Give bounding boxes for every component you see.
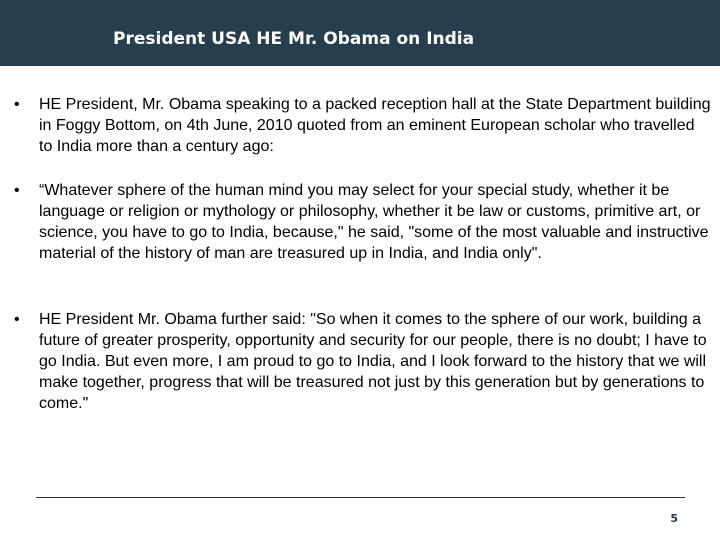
bullet-text: HE President, Mr. Obama speaking to a packed reception hall at the State Department building in Foggy Bottom, on 4th June, 2010 quoted from an eminent European scholar who travelled to India more than a century ago:: [39, 96, 711, 155]
footer-divider: [36, 497, 685, 498]
title-bar: [0, 0, 720, 66]
bullet-marker: •: [14, 182, 20, 199]
bullet-marker: •: [14, 96, 20, 113]
bullet-marker: •: [14, 311, 20, 328]
bullet-text: HE President Mr. Obama further said: "So when it comes to the sphere of our work, building a future of greater prosperity, opportunity and security for our people, there is no doubt; I have to go India. But even more, I am proud to go to India, and I look forward to the history that we will make together, progress that will be treasured not just by this generation but by generations to come.": [39, 311, 707, 412]
page-number: 5: [670, 512, 678, 525]
slide-title: President USA HE Mr. Obama on India: [113, 29, 475, 49]
bullet-text: “Whatever sphere of the human mind you may select for your special study, whether it be language or religion or mythology or philosophy, whether it be law or customs, primitive art, or science, you have to go to India, because," he said, "some of the most valuable and instructive material of the history of man are treasured up in India, and India only".: [39, 182, 709, 262]
